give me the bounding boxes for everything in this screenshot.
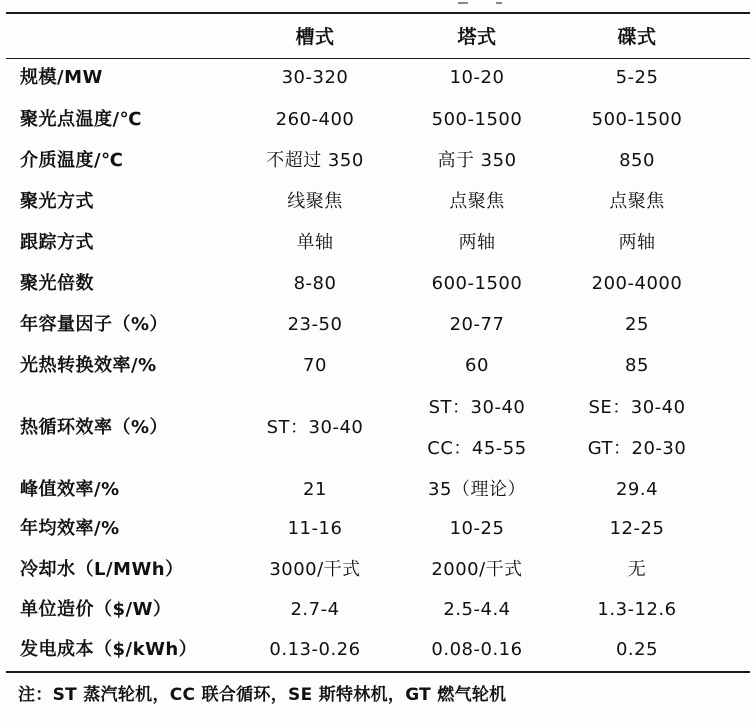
cell-trough: 21 [303,479,327,500]
cell-tower-line2: CC：45-55 [427,438,527,459]
cell-trough: 70 [303,355,327,376]
cell-trough: 30-320 [281,67,349,88]
cell-trough: 23-50 [287,314,343,335]
cell-tower: 高于 350 [437,150,517,171]
cell-dish-line2: GT：20-30 [587,438,687,459]
table-header-rule [6,58,750,59]
cell-tower: 60 [465,355,489,376]
cell-tower: 35（理论） [428,479,526,500]
table-top-rule [6,12,750,14]
cell-trough: ST：30-40 [266,417,364,438]
cell-trough: 8-80 [293,273,337,294]
cell-dish: 850 [619,150,655,171]
scan-speck [496,2,502,4]
row-label: 热循环效率（%） [20,417,169,438]
cell-tower: 2000/干式 [431,559,523,580]
cell-trough: 0.13-0.26 [269,639,361,660]
cell-dish: 两轴 [618,232,656,253]
row-label: 聚光点温度/℃ [20,109,142,130]
cell-tower: 20-77 [449,314,505,335]
header-cell-dish: 碟式 [617,26,657,48]
cell-tower: 600-1500 [431,273,523,294]
row-label: 光热转换效率/% [20,355,157,376]
cell-dish-line1: SE：30-40 [588,397,686,418]
scan-speck [458,2,468,4]
cell-dish: 85 [625,355,649,376]
cell-tower: 500-1500 [431,109,523,130]
cell-tower: 2.5-4.4 [443,599,511,620]
cell-dish: 1.3-12.6 [597,599,677,620]
cell-tower-line1: ST：30-40 [428,397,526,418]
row-label: 发电成本（$/kWh） [20,639,198,660]
row-label: 规模/MW [20,67,103,88]
row-label: 年容量因子（%） [20,314,169,335]
cell-tower: 10-20 [449,67,505,88]
row-label: 冷却水（L/MWh） [20,559,184,580]
cell-tower: 0.08-0.16 [431,639,523,660]
cell-trough: 单轴 [296,232,334,253]
row-label: 峰值效率/% [20,479,120,500]
header-cell-trough: 槽式 [295,26,335,48]
row-label: 介质温度/℃ [20,150,124,171]
cell-tower: 两轴 [458,232,496,253]
cell-dish: 25 [625,314,649,335]
cell-dish: 29.4 [615,479,659,500]
row-label: 聚光方式 [20,191,94,212]
row-label: 年均效率/% [20,518,120,539]
cell-tower: 10-25 [449,518,505,539]
cell-dish: 5-25 [615,67,659,88]
row-label: 单位造价（$/W） [20,599,172,620]
header-cell-tower: 塔式 [457,26,497,48]
cell-dish: 200-4000 [591,273,683,294]
cell-dish: 12-25 [609,518,665,539]
row-label: 聚光倍数 [20,273,94,294]
cell-trough: 260-400 [275,109,355,130]
cell-dish: 500-1500 [591,109,683,130]
cell-trough: 2.7-4 [290,599,340,620]
cell-trough: 3000/干式 [269,559,361,580]
table-bottom-rule [6,671,750,673]
cell-dish: 点聚焦 [609,191,665,212]
cell-trough: 11-16 [287,518,343,539]
cell-trough: 不超过 350 [266,150,364,171]
cell-trough: 线聚焦 [287,191,343,212]
cell-dish: 0.25 [615,639,659,660]
table-footnote: 注：ST 蒸汽轮机，CC 联合循环，SE 斯特林机，GT 燃气轮机 [18,685,507,705]
row-label: 跟踪方式 [20,232,94,253]
cell-dish: 无 [627,559,647,580]
cell-tower: 点聚焦 [449,191,505,212]
